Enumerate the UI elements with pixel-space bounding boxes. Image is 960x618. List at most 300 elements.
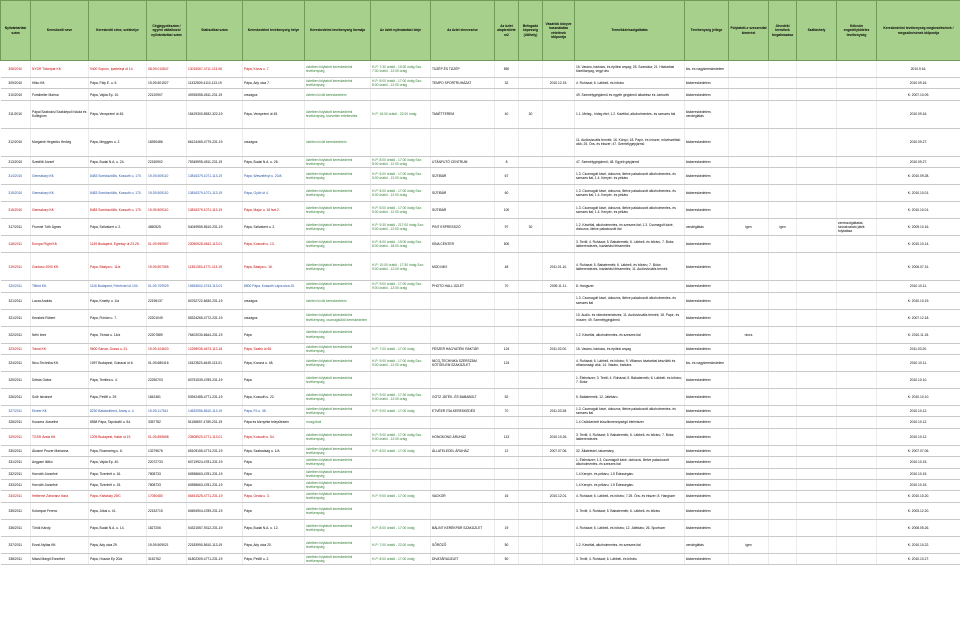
excise-goods-flag-cell xyxy=(769,468,797,479)
seat-capacity-cell xyxy=(519,168,543,185)
accommodation-flag-cell xyxy=(797,468,837,479)
excise-goods-flag-cell xyxy=(769,417,797,428)
reg-number-cell: 321/2011 xyxy=(1,309,31,326)
activity-site-cell: országos xyxy=(243,128,305,156)
registry-number-cell: 1842481 xyxy=(147,388,187,405)
shop-area-cell: 70 xyxy=(495,405,519,416)
licensed-activity-cell xyxy=(837,553,877,564)
licensed-activity-cell xyxy=(837,405,877,416)
trader-name-cell: TGSH Ázsia Kft. xyxy=(31,428,89,445)
activity-form-cell: üzletben folytatott kereskedelmi tevékenység xyxy=(305,202,371,219)
product-range-cell: 1.4 Csökkentett küszöbmennyiségű élelmiszer xyxy=(575,417,685,428)
start-end-date-cell: 2011.03.20. xyxy=(877,343,960,354)
shop-name-cell: HONGKONG ÁRUHÁZ xyxy=(431,428,495,445)
trader-name-cell: Török Károly xyxy=(31,519,89,536)
shop-name-cell: NICO-TECHNIKA SZERSZÁM KÖTŐELEM SZAKÜZLET xyxy=(431,354,495,371)
accommodation-flag-cell xyxy=(797,253,837,281)
product-range-cell: 1.3. Csomagolt kávé, dobozos, illetve palackozott alkoholmentes- és szeszes ital; 1.4. Kenyér- és pékáru xyxy=(575,168,685,185)
shop-area-cell xyxy=(495,292,519,309)
reg-number-cell: 313/2010 xyxy=(1,156,31,167)
column-header: Befogadó képesség (ülőhely) xyxy=(519,1,543,61)
complaint-book-date-cell xyxy=(543,309,575,326)
excise-goods-flag-cell xyxy=(769,292,797,309)
trader-address-cell: 1097 Budapest, Gubacsi út 6. xyxy=(89,354,147,371)
opening-hours-cell: H-P: 5:00 órától - 17:00 óráig Szo: 5:00 órától - 12:00 óráig xyxy=(371,202,431,219)
statistical-number-cell: 23508920-4771-113-01 xyxy=(187,428,243,445)
column-header: Termékkör/szolgáltatás xyxy=(575,1,685,61)
accommodation-flag-cell xyxy=(797,553,837,564)
opening-hours-cell: H-P: 5:00 órától - 17:00 óráig Szo: 5:00 órától - 12:00 óráig xyxy=(371,185,431,202)
product-range-cell: 16. Vasáru, barkács, és építési anyag; 25. Szamóka; 21. Háztartási tüzelőanyag, vegyi áru xyxy=(575,61,685,78)
trader-address-cell: Pápa, Budai N.A. u. 24. xyxy=(89,156,147,167)
registry-number-cell: 19-09-509021 xyxy=(147,536,187,553)
start-end-date-cell: 2010.10.12. xyxy=(877,417,960,428)
statistical-number-cell: 60694904-4789-231-19 xyxy=(187,502,243,519)
activity-form-cell: üzletben folytatott kereskedelmi tevékenység, csomagküldő kereskedelem xyxy=(305,309,371,326)
reg-number-cell: 308/2010 xyxy=(1,61,31,78)
table-row xyxy=(1,168,960,185)
complaint-book-date-cell xyxy=(543,185,575,202)
activity-form-cell: üzletben folytatott kereskedelmi tevékenység xyxy=(305,61,371,78)
shop-area-cell xyxy=(495,371,519,388)
table-row xyxy=(1,519,960,536)
seat-capacity-cell xyxy=(519,371,543,388)
complaint-book-date-cell xyxy=(543,354,575,371)
product-range-cell: 1.3. Csomagolt kávé, dobozos, illetve palackozott alkoholmentes- és szeszes ital xyxy=(575,405,685,416)
registry-number-cell: 19-09-104620 xyxy=(147,343,187,354)
registry-number-cell: 19-09-509110 xyxy=(147,202,187,219)
reg-number-cell: 324/2011 xyxy=(1,354,31,371)
shop-name-cell xyxy=(431,371,495,388)
column-header: Kereskedő neve xyxy=(31,1,89,61)
table-row xyxy=(1,354,960,371)
complaint-book-date-cell xyxy=(543,168,575,185)
licensed-activity-cell: zeneszolgáltatás, szórakoztató játék folytatása xyxy=(837,219,877,236)
start-end-date-cell: 2010.9.16. xyxy=(877,61,960,78)
table-row xyxy=(1,468,960,479)
activity-type-cell: kiskereskedelem xyxy=(685,128,729,156)
licensed-activity-cell xyxy=(837,292,877,309)
start-end-date-cell: 2010.09.27. xyxy=(877,128,960,156)
statistical-number-cell: 65109155-4774-231-19 xyxy=(187,445,243,456)
trader-address-cell: Pápa, Vecsprémi út 45. xyxy=(89,100,147,128)
spirits-flag-cell xyxy=(729,156,769,167)
statistical-number-cell: 22183990-5610-113-19 xyxy=(187,536,243,553)
statistical-number-cell: 15429300-8532-322-19 xyxy=(187,100,243,128)
reg-number-cell: 312/2010 xyxy=(1,128,31,156)
seat-capacity-cell xyxy=(519,468,543,479)
accommodation-flag-cell xyxy=(797,388,837,405)
complaint-book-date-cell xyxy=(543,89,575,100)
shop-area-cell xyxy=(495,128,519,156)
opening-hours-cell: H-P: 9:30 órától - 217:00 óráig Szo: 9:00 órától - 12:00 óráig xyxy=(371,219,431,236)
shop-area-cell: 40 xyxy=(495,100,519,128)
trader-address-cell: Pápa, Petőfi u. 29. xyxy=(89,388,147,405)
registry-number-cell: 19-09-507355 xyxy=(147,253,187,281)
accommodation-flag-cell xyxy=(797,78,837,89)
accommodation-flag-cell xyxy=(797,202,837,219)
accommodation-flag-cell xyxy=(797,326,837,343)
opening-hours-cell xyxy=(371,128,431,156)
spirits-flag-cell xyxy=(729,89,769,100)
start-end-date-cell: K: 2007.10.09. xyxy=(877,89,960,100)
shop-area-cell: 32 xyxy=(495,78,519,89)
opening-hours-cell xyxy=(371,468,431,479)
statistical-number-cell: 13816379-1071-113-19 xyxy=(187,168,243,185)
trader-name-cell: Horváth Józsefné xyxy=(31,479,89,490)
statistical-number-cell: 54321557-9312-231-19 xyxy=(187,519,243,536)
product-range-cell: 1.3. Csomagolt kávé, dobozos, illetve palackozott alkoholmentes- és szeszes ital; 1.4. Kenyér- és pékáru xyxy=(575,202,685,219)
seat-capacity-cell xyxy=(519,156,543,167)
trader-address-cell: Pápa, Tézsla u. 14/a xyxy=(89,326,147,343)
activity-type-cell: kiskereskedelem xyxy=(685,168,729,185)
trader-name-cell: Dóbás Gábor xyxy=(31,371,89,388)
statistical-number-cell: 60558663-4781-231-19 xyxy=(187,468,243,479)
statistical-number-cell: 60762722-6630-231-19 xyxy=(187,292,243,309)
activity-form-cell: üzletben folytatott kereskedelmi tevékenység xyxy=(305,185,371,202)
opening-hours-cell xyxy=(371,89,431,100)
trader-address-cell: Pápa, Meggyes u. 2. xyxy=(89,128,147,156)
start-end-date-cell: K: 2010.10.27. xyxy=(877,553,960,564)
activity-type-cell: kiskereskedelem xyxy=(685,519,729,536)
start-end-date-cell: K: 2003.12.20. xyxy=(877,502,960,519)
spirits-flag-cell xyxy=(729,78,769,89)
licensed-activity-cell xyxy=(837,519,877,536)
activity-site-cell: Pápa, Vecsprémi út 45. xyxy=(243,100,305,128)
start-end-date-cell: K: 2010.09.28. xyxy=(877,168,960,185)
opening-hours-cell: H-P: 7:00 órától - 22:00 óráig xyxy=(371,536,431,553)
trader-address-cell: Pápa, Jókai u. 41. xyxy=(89,502,147,519)
activity-form-cell: üzletben folytatott kereskedelmi tevékenység xyxy=(305,354,371,371)
opening-hours-cell: H-P: 8:00 órától - 17:00 óráig xyxy=(371,445,431,456)
registry-number-cell: 01-09-709929 xyxy=(147,281,187,292)
activity-type-cell: kiskereskedelem xyxy=(685,553,729,564)
product-range-cell: 10. Audió- és videoberendezés; 11. Audiovizuális termék; 18. Papír- és írószer; 49. Személygépjármű xyxy=(575,309,685,326)
spirits-flag-cell xyxy=(729,168,769,185)
registry-number-cell: 22207889 xyxy=(147,326,187,343)
registry-number-cell xyxy=(147,100,187,128)
licensed-activity-cell xyxy=(837,100,877,128)
spirits-flag-cell xyxy=(729,236,769,253)
product-range-cell: 47. Személygépjármű; 48. Egyéb gépjármű xyxy=(575,156,685,167)
trader-address-cell: 1149 Budapest, Egressy út 23-25. xyxy=(89,236,147,253)
statistical-number-cell: 66124469-4779-231-19 xyxy=(187,128,243,156)
accommodation-flag-cell xyxy=(797,185,837,202)
seat-capacity-cell xyxy=(519,417,543,428)
statistical-number-cell: 76402030-6644-231-19 xyxy=(187,326,243,343)
product-range-cell: 11. Audiovizuális termék; 16. Könyv; 18. Papír- és írószer, művészellátó cikk; 25. Óra- és ékszer; 47. Személygépjármű xyxy=(575,128,685,156)
licensed-activity-cell xyxy=(837,185,877,202)
trader-name-cell: Tiffold Kft. xyxy=(31,281,89,292)
trader-address-cell: 8483 Somlószőlős, Kossuth u. 170. xyxy=(89,202,147,219)
statistical-number-cell: 13816379-1071-113-19 xyxy=(187,202,243,219)
activity-form-cell: üzletben folytatott kereskedelmi tevékenység xyxy=(305,78,371,89)
activity-type-cell: kiskereskedelem xyxy=(685,468,729,479)
table-row xyxy=(1,491,960,502)
opening-hours-cell: H-P: 16:00 órától - 22:00 óráig xyxy=(371,100,431,128)
accommodation-flag-cell xyxy=(797,457,837,468)
spirits-flag-cell xyxy=(729,128,769,156)
product-range-cell: 1.2. Kávéital, alkoholmentes- és szeszes ital xyxy=(575,326,685,343)
opening-hours-cell xyxy=(371,292,431,309)
activity-site-cell: Pápa, Szabó út 65. xyxy=(243,343,305,354)
trader-name-cell: Mácsi Margit Erzsébet xyxy=(31,553,89,564)
table-row xyxy=(1,417,960,428)
trader-name-cell: Etvéer Kft. xyxy=(31,405,89,416)
trader-address-cell: 8230 Balatonfüred, Arany u. 4. xyxy=(89,405,147,416)
trader-name-cell: Horváth Józsefné xyxy=(31,468,89,479)
trader-name-cell: Lucza András xyxy=(31,292,89,309)
activity-site-cell: országos xyxy=(243,309,305,326)
licensed-activity-cell xyxy=(837,128,877,156)
activity-site-cell: országos xyxy=(243,292,305,309)
spirits-flag-cell xyxy=(729,309,769,326)
activity-form-cell: üzletben folytatott kereskedelmi tevékenység xyxy=(305,371,371,388)
seat-capacity-cell xyxy=(519,343,543,354)
activity-type-cell: kiskereskedelem xyxy=(685,343,729,354)
reg-number-cell: 332/2011 xyxy=(1,468,31,479)
statistical-number-cell: 13015067-4711-113-08 xyxy=(187,61,243,78)
licensed-activity-cell xyxy=(837,326,877,343)
reg-number-cell: 333/2011 xyxy=(1,479,31,490)
activity-type-cell: kiskereskedelem xyxy=(685,326,729,343)
opening-hours-cell: H-P: 8:00 órától - 17:00 óráig Szo: 8:00 órától - 12:00 óráig xyxy=(371,78,431,89)
registry-number-cell: 19-09-509110 xyxy=(147,185,187,202)
activity-type-cell: kiskereskedelem xyxy=(685,491,729,502)
activity-type-cell: kiskereskedelem xyxy=(685,185,729,202)
spirits-flag-cell xyxy=(729,292,769,309)
activity-type-cell: kiskereskedelem xyxy=(685,202,729,219)
product-range-cell: 1.1. Meleg-, hideg étel; 1.2. Kávéital, alkoholmentes- és szeszes ital xyxy=(575,100,685,128)
statistical-number-cell: 60719924-4781-231-19 xyxy=(187,457,243,468)
licensed-activity-cell xyxy=(837,89,877,100)
activity-type-cell: kiskereskedelem xyxy=(685,388,729,405)
reg-number-cell: 328/2011 xyxy=(1,417,31,428)
complaint-book-date-cell xyxy=(543,417,575,428)
accommodation-flag-cell xyxy=(797,536,837,553)
shop-name-cell xyxy=(431,89,495,100)
statistical-number-cell: 54049959-5610-231-19 xyxy=(187,219,243,236)
activity-site-cell: Pápa, Kórus u. 7. xyxy=(243,61,305,78)
registry-number-cell: 22150902 xyxy=(147,156,187,167)
registry-number-cell: 19-09-117541 xyxy=(147,405,187,416)
opening-hours-cell: H-P: 9:00 órától - 17:00 óráig xyxy=(371,491,431,502)
reg-number-cell: 316/2010 xyxy=(1,202,31,219)
activity-form-cell: üzletben folytatott kereskedelmi tevékenység xyxy=(305,491,371,502)
excise-goods-flag-cell xyxy=(769,536,797,553)
product-range-cell: 8. Hangszer xyxy=(575,281,685,292)
start-end-date-cell: 2010.09.16. xyxy=(877,100,960,128)
product-range-cell: 1.3. Csomagolt kávé, dobozos, illetve palackozott alkoholmentes- és szeszes ital; 1.4. Kenyér- és pékáru xyxy=(575,185,685,202)
licensed-activity-cell xyxy=(837,491,877,502)
trader-name-cell: Ákosné Pruzer Marianna xyxy=(31,445,89,456)
seat-capacity-cell xyxy=(519,491,543,502)
start-end-date-cell: 2010.10.15. xyxy=(877,468,960,479)
opening-hours-cell: H-P: 10:00 órától - 17:30 óráig Szo: 9:00 órától - 12:00 óráig xyxy=(371,253,431,281)
seat-capacity-cell xyxy=(519,536,543,553)
reg-number-cell: 329/2011 xyxy=(1,428,31,445)
seat-capacity-cell xyxy=(519,61,543,78)
opening-hours-cell xyxy=(371,309,431,326)
opening-hours-cell: H-P: 8:00 órától - 19:00 óráig Szo: 8:00 órától - 18:00 óráig xyxy=(371,236,431,253)
activity-form-cell: üzleten kívüli kereskedelem xyxy=(305,89,371,100)
product-range-cell: 49. Személygépjármű és egyéb gépjármű alkatrész és -tartozék xyxy=(575,89,685,100)
seat-capacity-cell xyxy=(519,388,543,405)
reg-number-cell: 320/2011 xyxy=(1,281,31,292)
spirits-flag-cell xyxy=(729,405,769,416)
start-end-date-cell: 2010.09.27. xyxy=(877,156,960,167)
accommodation-flag-cell xyxy=(797,156,837,167)
complaint-book-date-cell xyxy=(543,236,575,253)
activity-type-cell: kiskereskedelem xyxy=(685,253,729,281)
activity-type-cell: kiskereskedelem, vendéglátás xyxy=(685,100,729,128)
trader-address-cell: Pápa, Vajda Ep. 40. xyxy=(89,457,147,468)
trader-address-cell: Pápa, Rozmaring u. 6. xyxy=(89,445,147,456)
shop-name-cell xyxy=(431,479,495,490)
shop-name-cell: ETVÉER ITALKERESKEDÉS xyxy=(431,405,495,416)
complaint-book-date-cell: 2010.12.01. xyxy=(543,491,575,502)
excise-goods-flag-cell xyxy=(769,388,797,405)
shop-area-cell xyxy=(495,417,519,428)
activity-site-cell: Pápa, Major u. 18 fszt.2. xyxy=(243,202,305,219)
trader-address-cell: Pápa, Ady utca 29. xyxy=(89,536,147,553)
table-row xyxy=(1,388,960,405)
shop-name-cell: ÁLLATELEDEL ÁRUHÁZ xyxy=(431,445,495,456)
excise-goods-flag-cell: igen xyxy=(769,219,797,236)
shop-area-cell xyxy=(495,309,519,326)
reg-number-cell: 311/2010 xyxy=(1,100,31,128)
excise-goods-flag-cell xyxy=(769,519,797,536)
activity-form-cell: üzletben folytatott kereskedelmi tevékenység xyxy=(305,156,371,167)
statistical-number-cell: 51158697-4789-231-19 xyxy=(187,417,243,428)
column-header: Statisztikai szám xyxy=(187,1,243,61)
activity-site-cell: Pápa, Korona u. 48. xyxy=(243,354,305,371)
trader-name-cell: Néhi Imre xyxy=(31,326,89,343)
spirits-flag-cell xyxy=(729,371,769,388)
product-range-cell: 4. Ruházat; 6. Lábbeli- és bőráru; 9. Villamos háztartási készülék és villamossági cikk; 14. Vasáru, barkács xyxy=(575,354,685,371)
product-range-cell: 1. Élelmiszer; 3. Textil; 4. Ruházat; 5. Babatermék; 6. Lábbeli- és bőráru; 7. Bútor xyxy=(575,371,685,388)
activity-site-cell: 8500 Pápa, Kossuth Lajos utca 20. xyxy=(243,281,305,292)
statistical-number-cell: 75345995-4511-231-19 xyxy=(187,156,243,167)
accommodation-flag-cell xyxy=(797,89,837,100)
shop-name-cell: UTÁNFUTÓ CENTRUM xyxy=(431,156,495,167)
trader-name-cell: Europa Flight Kft. xyxy=(31,236,89,253)
complaint-book-date-cell xyxy=(543,61,575,78)
product-range-cell: 1.4 Kenyér- és pékáru; 1.5 Édességáru xyxy=(575,479,685,490)
registry-number-cell: 7808733 xyxy=(147,479,187,490)
licensed-activity-cell xyxy=(837,445,877,456)
spirits-flag-cell xyxy=(729,202,769,219)
start-end-date-cell: K: 2010.10.10. xyxy=(877,388,960,405)
statistical-number-cell: 11381353-4771-113-19 xyxy=(187,253,243,281)
spirits-flag-cell xyxy=(729,502,769,519)
activity-form-cell: üzletben folytatott kereskedelmi tevékenység xyxy=(305,388,371,405)
reg-number-cell: 319/2011 xyxy=(1,253,31,281)
registry-number-cell: 3357782 xyxy=(147,417,187,428)
activity-site-cell: Pápa, Weszelényi u. 20/A xyxy=(243,168,305,185)
product-range-cell: 4. Ruházat; 6. Lábbeli- és bőráru xyxy=(575,78,685,89)
shop-area-cell xyxy=(495,502,519,519)
product-range-cell: 4. Ruházat; 5. Babatermék; 6. Lábbeli- és bőráru; 7. Bútor, lakberendezés, háztartási felszerelés; 11. Audiovizuális termék xyxy=(575,253,685,281)
reg-number-cell: 322/2011 xyxy=(1,326,31,343)
registry-number-cell: 01-09-680416 xyxy=(147,354,187,371)
column-header: Az üzlet alapterülete m2 xyxy=(495,1,519,61)
licensed-activity-cell xyxy=(837,354,877,371)
excise-goods-flag-cell xyxy=(769,343,797,354)
registry-number-cell: 1827206 xyxy=(147,519,187,536)
excise-goods-flag-cell xyxy=(769,185,797,202)
activity-site-cell: Pápa, Budai N.A. u. 12. xyxy=(243,519,305,536)
opening-hours-cell: H-P: 9:00 órától - 17:00 óráig Szo: 9:00 órától - 12:00 óráig xyxy=(371,354,431,371)
complaint-book-date-cell: 2010.10.26. xyxy=(543,428,575,445)
activity-form-cell: üzletben folytatott kereskedelmi tevékenység xyxy=(305,405,371,416)
table-row xyxy=(1,100,960,128)
activity-form-cell: üzletben folytatott kereskedelmi tevékenység, közvetlen értékesítés xyxy=(305,100,371,128)
table-row xyxy=(1,326,960,343)
excise-goods-flag-cell xyxy=(769,168,797,185)
shop-name-cell: SÜTIBÁR xyxy=(431,185,495,202)
spirits-flag-cell xyxy=(729,468,769,479)
spirits-flag-cell xyxy=(729,61,769,78)
accommodation-flag-cell xyxy=(797,502,837,519)
activity-type-cell: kiskereskedelem xyxy=(685,445,729,456)
licensed-activity-cell xyxy=(837,457,877,468)
licensed-activity-cell xyxy=(837,343,877,354)
activity-site-cell: Pápa, Fő u. 38. xyxy=(243,405,305,416)
start-end-date-cell: K: 2010.10.19. xyxy=(877,292,960,309)
registry-number-cell: 19-09-501927 xyxy=(147,78,187,89)
complaint-book-date-cell xyxy=(543,156,575,167)
product-range-cell: 32. Állateledel, takarmány xyxy=(575,445,685,456)
opening-hours-cell: H-P: 9:00 órától - 17:30 óráig Szo: 9:00 órától - 12:00 óráig xyxy=(371,388,431,405)
seat-capacity-cell xyxy=(519,354,543,371)
opening-hours-cell xyxy=(371,502,431,519)
table-row xyxy=(1,536,960,553)
spirits-flag-cell xyxy=(729,445,769,456)
opening-hours-cell xyxy=(371,326,431,343)
shop-name-cell: GÖTZ JÁTÉK- ÉS BABABOLT xyxy=(431,388,495,405)
accommodation-flag-cell xyxy=(797,292,837,309)
activity-type-cell: kiskereskedelem xyxy=(685,89,729,100)
product-range-cell: 4. Ruházat; 6. Lábbeli- és bőráru; 7.25. Óra- és ékszer; 8. Hangszer xyxy=(575,491,685,502)
opening-hours-cell xyxy=(371,371,431,388)
trader-address-cell: 1116 Budapest, Fehérvári út 104. xyxy=(89,281,147,292)
activity-form-cell: üzletben folytatott kereskedelmi tevékenység xyxy=(305,457,371,468)
shop-name-cell: TEMPO SPORTRUHÁZAT xyxy=(431,78,495,89)
spirits-flag-cell xyxy=(729,388,769,405)
shop-area-cell xyxy=(495,479,519,490)
trader-name-cell: Frumné Tóth Ágnes xyxy=(31,219,89,236)
activity-form-cell: üzletben folytatott kereskedelmi tevékenység xyxy=(305,343,371,354)
excise-goods-flag-cell xyxy=(769,445,797,456)
reg-number-cell: 338/2011 xyxy=(1,553,31,564)
seat-capacity-cell: 30 xyxy=(519,219,543,236)
complaint-book-date-cell: 2009.11.11. xyxy=(543,281,575,292)
registry-number-cell: 01-09-950597 xyxy=(147,236,187,253)
accommodation-flag-cell xyxy=(797,219,837,236)
registry-number-cell: 19-09-509110 xyxy=(147,168,187,185)
activity-form-cell: üzletben folytatott kereskedelmi tevékenység xyxy=(305,553,371,564)
shop-name-cell: PHOTO HALL ÜZLET xyxy=(431,281,495,292)
start-end-date-cell: K: 2010.10.22. xyxy=(877,536,960,553)
registry-number-cell: 22196137 xyxy=(147,292,187,309)
table-header xyxy=(1,1,960,61)
product-range-cell: 3. Textil; 4. Ruházat; 5. Babatermék; 6. Lábbeli- és bőráru; 7. Bútor, lakberendezés, háztartási felszerelés xyxy=(575,236,685,253)
accommodation-flag-cell xyxy=(797,128,837,156)
registry-number-cell: 17050480 xyxy=(147,491,187,502)
seat-capacity-cell xyxy=(519,519,543,536)
shop-name-cell: SÜTIBÁR xyxy=(431,168,495,185)
